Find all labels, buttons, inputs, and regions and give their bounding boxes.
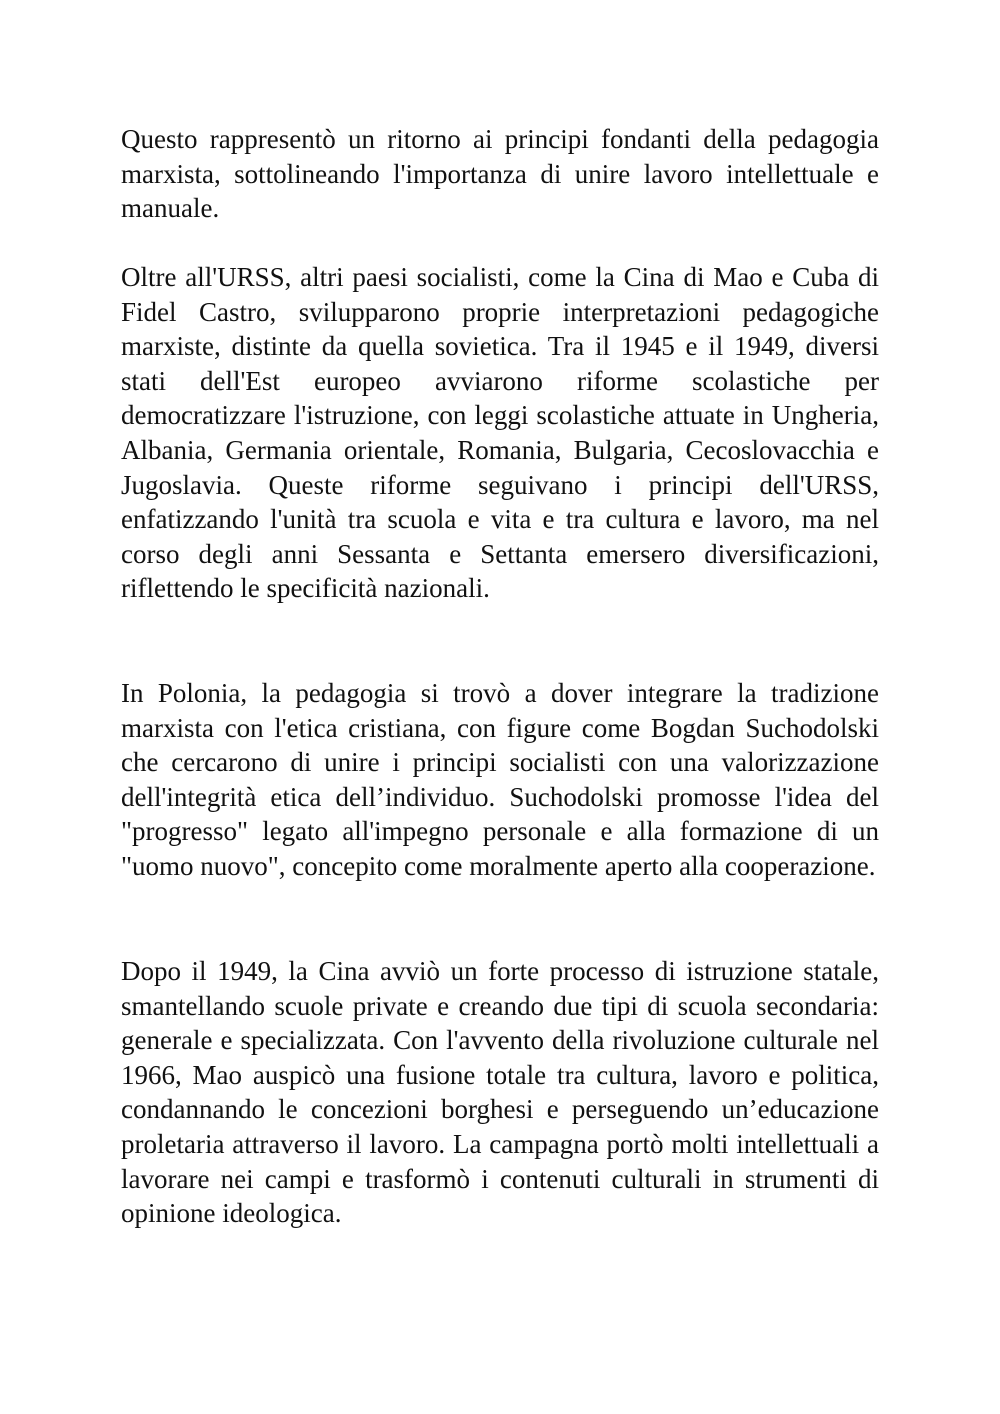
paragraph-4: Dopo il 1949, la Cina avviò un forte processo di istruzione statale, smantellando scuole private e creando due tipi di scuola secondaria: generale e specializzata. Con l'avvento della rivoluzione culturale nel 1966, Mao auspicò una fusione totale tra cultura, lavoro e politica, condannando le concezioni borghesi e perseguendo un’educazione proletaria attraverso il lavoro. La campagna portò molti intellettuali a lavorare nei campi e trasformò i contenuti culturali in strumenti di opinione ideologica. (121, 956, 879, 1229)
paragraph-2: Oltre all'URSS, altri paesi socialisti, come la Cina di Mao e Cuba di Fidel Castro, svilupparono proprie interpretazioni pedagogiche marxiste, distinte da quella sovietica. Tra il 1945 e il 1949, diversi stati dell'Est europeo avviarono riforme scolastiche per democratizzare l'istruzione, con leggi scolastiche attuate in Ungheria, Albania, Germania orientale, Romania, Bulgaria, Cecoslovacchia e Jugoslavia. Queste riforme seguivano i principi dell'URSS, enfatizzando l'unità tra scuola e vita e tra cultura e lavoro, ma nel corso degli anni Sessanta e Settanta emersero diversificazioni, riflettendo le specificità nazionali. (121, 262, 879, 604)
paragraph-3: In Polonia, la pedagogia si trovò a dover integrare la tradizione marxista con l'etica cristiana, con figure come Bogdan Suchodolski che cercarono di unire i principi socialisti con una valorizzazione dell'integrità etica dell’individuo. Suchodolski promosse l'idea del "progresso" legato all'impegno personale e alla formazione di un "uomo nuovo", concepito come moralmente aperto alla cooperazione. (121, 678, 879, 881)
paragraph-1: Questo rappresentò un ritorno ai principi fondanti della pedagogia marxista, sottolineando l'importanza di unire lavoro intellettuale e manuale. (121, 124, 879, 224)
